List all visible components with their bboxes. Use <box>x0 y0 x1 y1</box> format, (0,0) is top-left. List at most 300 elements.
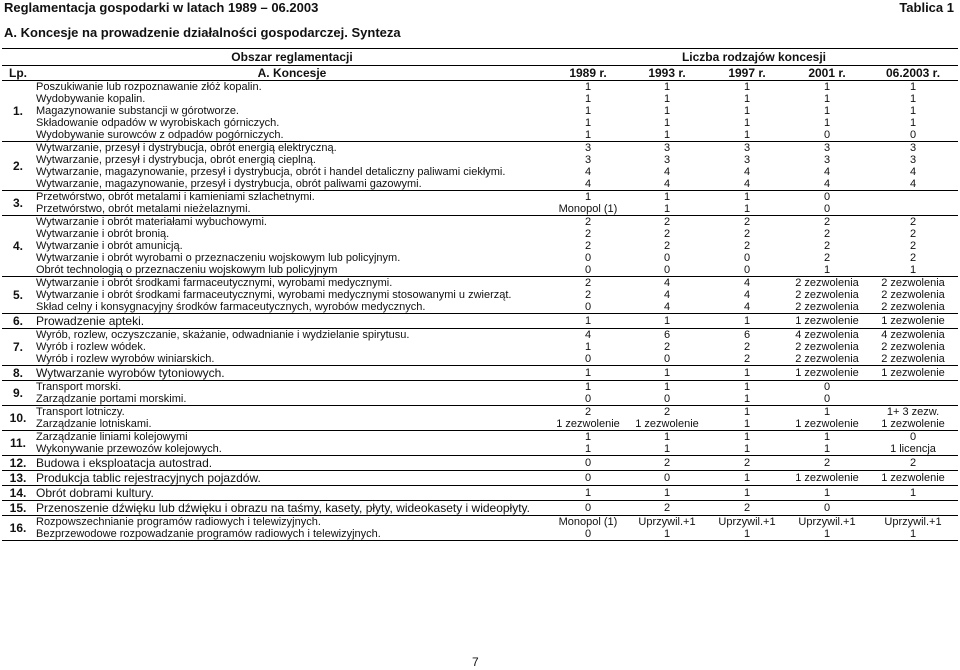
value-cell: 1 zezwolenie <box>556 418 620 430</box>
area-line: Poszukiwanie lub rozpoznawanie złóż kopalin. <box>36 81 262 93</box>
row-values-col-2 <box>626 406 708 431</box>
value-cell: Monopol (1) <box>558 516 618 528</box>
value-cell: 2 <box>743 353 751 365</box>
value-cell: 2 <box>823 457 831 469</box>
value-cell: 1 <box>663 93 671 105</box>
row-values-col-3 <box>708 142 786 191</box>
row-lp: 7. <box>2 329 34 366</box>
value-cell: 2 <box>743 216 751 228</box>
value-cell: 1 <box>743 203 751 215</box>
table-row <box>2 81 958 142</box>
value-cell: 1 <box>823 81 831 93</box>
value-cell: 2 <box>584 289 592 301</box>
area-line: Skład celny i konsygnacyjny środków farmaceutycznych, wyrobów medycznych. <box>36 301 426 313</box>
value-cell: 1 <box>909 487 917 499</box>
value-cell: 2 <box>584 240 592 252</box>
table-row <box>2 329 958 366</box>
table-row <box>2 501 958 516</box>
row-area <box>34 501 550 516</box>
area-line: Wydobywanie surowców z odpadów pogórniczych. <box>36 129 284 141</box>
concessions-table <box>2 48 958 541</box>
value-cell: 1 <box>743 443 751 455</box>
row-values-col-3 <box>708 501 786 516</box>
value-cell: 2 zezwolenia <box>795 301 859 313</box>
value-cell: 1 <box>663 203 671 215</box>
row-values-col-3 <box>708 366 786 381</box>
value-cell <box>870 191 956 203</box>
value-cell: 2 <box>909 457 917 469</box>
value-cell: 1 <box>584 381 592 393</box>
value-cell: 2 <box>663 502 671 514</box>
row-values-col-4 <box>786 81 868 142</box>
area-line: Wyrób, rozlew, oczyszczanie, skażanie, odwadnianie i wydzielanie spirytusu. <box>36 329 410 341</box>
value-cell: 0 <box>663 472 671 484</box>
document-header <box>4 0 954 16</box>
lp-header: Lp. <box>2 66 34 81</box>
table-row <box>2 471 958 486</box>
value-cell: 1 <box>823 93 831 105</box>
row-values-col-3 <box>708 471 786 486</box>
value-cell: 1 <box>743 93 751 105</box>
area-line: Obrót technologią o przeznaczeniu wojskowym lub policyjnym <box>36 264 338 276</box>
row-values-col-4 <box>786 314 868 329</box>
row-values-col-5 <box>868 216 958 277</box>
year-1989-header: 1989 r. <box>550 66 626 81</box>
table-label: Tablica 1 <box>899 0 954 15</box>
value-cell: 1 <box>584 443 592 455</box>
area-line: Magazynowanie substancji w górotworze. <box>36 105 239 117</box>
document-title: Reglamentacja gospodarki w latach 1989 – 06.2003 <box>4 0 319 15</box>
row-values-col-1 <box>550 216 626 277</box>
value-cell: 1 <box>823 117 831 129</box>
value-cell: 0 <box>584 502 592 514</box>
value-cell: 1 <box>743 105 751 117</box>
row-lp: 2. <box>2 142 34 191</box>
row-values-col-1 <box>550 81 626 142</box>
value-cell: 4 <box>823 178 831 190</box>
area-line: Wytwarzanie i obrót środkami farmaceutycznymi, wyrobami medycznymi. <box>36 277 393 289</box>
row-lp: 4. <box>2 216 34 277</box>
value-cell <box>870 381 956 393</box>
value-cell: 1 zezwolenie <box>881 315 945 327</box>
area-line: Budowa i eksploatacja autostrad. <box>36 456 213 470</box>
value-cell: 1 <box>743 129 751 141</box>
value-cell: 1 <box>663 443 671 455</box>
row-values-col-4 <box>786 516 868 541</box>
row-values-col-2 <box>626 366 708 381</box>
row-values-col-3 <box>708 329 786 366</box>
value-cell: Uprzywil.+1 <box>638 516 696 528</box>
value-cell: 3 <box>663 154 671 166</box>
value-cell: 2 <box>823 216 831 228</box>
area-line: Wytwarzanie i obrót amunicją. <box>36 240 183 252</box>
value-cell: 1 <box>743 381 751 393</box>
row-values-col-4 <box>786 381 868 406</box>
row-area <box>34 191 550 216</box>
value-cell: 4 <box>823 166 831 178</box>
value-cell: 4 <box>909 166 917 178</box>
table-row <box>2 191 958 216</box>
value-cell: 0 <box>823 502 831 514</box>
row-area <box>34 216 550 277</box>
row-values-col-5 <box>868 431 958 456</box>
value-cell: 2 zezwolenia <box>795 289 859 301</box>
value-cell: 1 <box>663 117 671 129</box>
value-cell: 2 zezwolenia <box>881 341 945 353</box>
value-cell: 0 <box>663 264 671 276</box>
value-cell: 0 <box>584 301 592 313</box>
page-number: 7 <box>472 655 479 669</box>
value-cell: 1 <box>584 315 592 327</box>
value-cell: 1 <box>663 81 671 93</box>
value-cell: 2 <box>743 228 751 240</box>
value-cell: 1 <box>584 105 592 117</box>
value-cell: 2 <box>823 240 831 252</box>
value-cell: 1 <box>909 81 917 93</box>
row-values-col-1 <box>550 277 626 314</box>
value-cell: 3 <box>823 142 831 154</box>
row-values-col-5 <box>868 81 958 142</box>
row-lp: 10. <box>2 406 34 431</box>
row-values-col-4 <box>786 191 868 216</box>
row-values-col-2 <box>626 329 708 366</box>
year-1997-header: 1997 r. <box>708 66 786 81</box>
value-cell: 1 <box>909 117 917 129</box>
row-lp: 11. <box>2 431 34 456</box>
area-line: Wytwarzanie, magazynowanie, przesył i dystrybucja, obrót i handel detaliczny paliwami ciekłymi. <box>36 166 506 178</box>
row-values-col-5 <box>868 142 958 191</box>
value-cell: Uprzywil.+1 <box>798 516 856 528</box>
value-cell: 1 <box>663 528 671 540</box>
area-line: Wytwarzanie i obrót wyrobami o przeznaczeniu wojskowym lub policyjnym. <box>36 252 401 264</box>
value-cell: 0 <box>823 129 831 141</box>
value-cell: 6 <box>743 329 751 341</box>
row-values-col-5 <box>868 329 958 366</box>
area-line: Przetwórstwo, obrót metalami i kamieniami szlachetnymi. <box>36 191 315 203</box>
value-cell: 0 <box>823 381 831 393</box>
value-cell: 1 <box>743 406 751 418</box>
value-cell: 1 <box>909 93 917 105</box>
value-cell: 1 <box>743 431 751 443</box>
value-cell: 2 <box>743 502 751 514</box>
value-cell: 3 <box>584 142 592 154</box>
value-cell: 1 <box>743 393 751 405</box>
table-row <box>2 486 958 501</box>
value-cell: 1 <box>743 367 751 379</box>
row-values-col-5 <box>868 406 958 431</box>
value-cell: 1 <box>663 431 671 443</box>
value-cell: 4 zezwolenia <box>881 329 945 341</box>
value-cell: 2 <box>584 216 592 228</box>
value-cell: 1 zezwolenie <box>795 367 859 379</box>
row-values-col-3 <box>708 277 786 314</box>
area-line: Transport morski. <box>36 381 122 393</box>
liczba-header: Liczba rodzajów koncesji <box>550 49 958 66</box>
row-values-col-5 <box>868 191 958 216</box>
value-cell: 2 <box>823 228 831 240</box>
value-cell: 0 <box>663 353 671 365</box>
row-values-col-2 <box>626 501 708 516</box>
value-cell: 1 zezwolenie <box>795 418 859 430</box>
row-area <box>34 277 550 314</box>
value-cell: 1 <box>743 472 751 484</box>
row-values-col-4 <box>786 406 868 431</box>
value-cell: 2 <box>743 341 751 353</box>
value-cell: 2 <box>584 277 592 289</box>
value-cell: 0 <box>584 264 592 276</box>
area-line: Wytwarzanie, przesył i dystrybucja, obrót energią elektryczną. <box>36 142 337 154</box>
table-row <box>2 516 958 541</box>
value-cell: 2 <box>663 240 671 252</box>
value-cell: 1 <box>663 105 671 117</box>
value-cell: 1 <box>584 367 592 379</box>
value-cell: 4 <box>663 301 671 313</box>
header-row-2 <box>2 66 958 81</box>
value-cell: 4 <box>663 277 671 289</box>
area-line: Wykonywanie przewozów kolejowych. <box>36 443 222 455</box>
table-row <box>2 277 958 314</box>
row-lp: 12. <box>2 456 34 471</box>
value-cell: 0 <box>584 457 592 469</box>
value-cell: 4 <box>584 329 592 341</box>
value-cell: 2 zezwolenia <box>795 341 859 353</box>
row-values-col-4 <box>786 456 868 471</box>
value-cell: 4 <box>663 289 671 301</box>
row-lp: 13. <box>2 471 34 486</box>
row-values-col-3 <box>708 516 786 541</box>
section-header: A. Koncesje <box>34 66 550 81</box>
value-cell: 1 <box>743 117 751 129</box>
row-area <box>34 431 550 456</box>
value-cell: Uprzywil.+1 <box>718 516 776 528</box>
value-cell: 2 <box>663 216 671 228</box>
row-values-col-4 <box>786 366 868 381</box>
value-cell: 1 <box>909 528 917 540</box>
row-area <box>34 486 550 501</box>
value-cell: 1 <box>584 81 592 93</box>
value-cell: 4 <box>743 277 751 289</box>
table-row <box>2 142 958 191</box>
year-1993-header: 1993 r. <box>626 66 708 81</box>
value-cell: 1 <box>663 367 671 379</box>
value-cell: 2 zezwolenia <box>881 353 945 365</box>
value-cell: 1 <box>823 105 831 117</box>
row-lp: 8. <box>2 366 34 381</box>
value-cell: 3 <box>663 142 671 154</box>
value-cell: 4 <box>584 178 592 190</box>
value-cell: 4 <box>909 178 917 190</box>
value-cell: 2 <box>909 228 917 240</box>
value-cell: 1 zezwolenie <box>635 418 699 430</box>
value-cell: 1 <box>823 264 831 276</box>
value-cell: 4 <box>743 166 751 178</box>
row-lp: 16. <box>2 516 34 541</box>
value-cell: 2 <box>663 228 671 240</box>
row-lp: 14. <box>2 486 34 501</box>
value-cell: 1 <box>909 105 917 117</box>
row-values-col-2 <box>626 471 708 486</box>
value-cell: 2 <box>823 252 831 264</box>
value-cell: 4 <box>584 166 592 178</box>
value-cell: 6 <box>663 329 671 341</box>
row-values-col-3 <box>708 486 786 501</box>
row-values-col-3 <box>708 191 786 216</box>
value-cell: 1 <box>584 129 592 141</box>
row-lp: 9. <box>2 381 34 406</box>
value-cell: 0 <box>584 528 592 540</box>
area-line: Przetwórstwo, obrót metalami nieżelaznymi. <box>36 203 251 215</box>
year-2003-header: 06.2003 r. <box>868 66 958 81</box>
row-values-col-3 <box>708 81 786 142</box>
area-line: Zarządzanie lotniskami. <box>36 418 152 430</box>
row-values-col-4 <box>786 501 868 516</box>
area-line: Wyrób i rozlew wyrobów winiarskich. <box>36 353 215 365</box>
row-values-col-4 <box>786 431 868 456</box>
value-cell: 4 <box>743 178 751 190</box>
value-cell: 0 <box>909 129 917 141</box>
area-line: Wytwarzanie i obrót środkami farmaceutycznymi, wyrobami medycznymi stosowanymi u zwierząt. <box>36 289 512 301</box>
value-cell: 1 <box>823 431 831 443</box>
value-cell: 1 <box>584 93 592 105</box>
value-cell: 0 <box>909 431 917 443</box>
value-cell: 2 <box>663 341 671 353</box>
row-values-col-5 <box>868 277 958 314</box>
value-cell: 2 <box>663 457 671 469</box>
value-cell: 1 <box>663 191 671 203</box>
area-line: Prowadzenie apteki. <box>36 314 145 328</box>
row-area <box>34 516 550 541</box>
value-cell: 0 <box>823 393 831 405</box>
area-line: Wydobywanie kopalin. <box>36 93 146 105</box>
row-values-col-2 <box>626 431 708 456</box>
row-values-col-1 <box>550 501 626 516</box>
row-lp: 3. <box>2 191 34 216</box>
row-values-col-1 <box>550 456 626 471</box>
value-cell: 0 <box>743 252 751 264</box>
value-cell: 0 <box>584 472 592 484</box>
value-cell: 2 <box>743 240 751 252</box>
area-line: Transport lotniczy. <box>36 406 125 418</box>
row-area <box>34 81 550 142</box>
row-values-col-3 <box>708 381 786 406</box>
value-cell: 1 zezwolenie <box>881 367 945 379</box>
value-cell: 1 <box>584 487 592 499</box>
value-cell: 1 zezwolenie <box>881 418 945 430</box>
row-values-col-1 <box>550 406 626 431</box>
area-line: Produkcja tablic rejestracyjnych pojazdów. <box>36 471 261 485</box>
row-values-col-4 <box>786 329 868 366</box>
value-cell: 2 <box>909 240 917 252</box>
table-row <box>2 366 958 381</box>
value-cell: 1 zezwolenie <box>795 472 859 484</box>
year-2001-header: 2001 r. <box>786 66 868 81</box>
area-line: Składowanie odpadów w wyrobiskach górniczych. <box>36 117 280 129</box>
row-area <box>34 142 550 191</box>
row-values-col-5 <box>868 456 958 471</box>
table-row <box>2 381 958 406</box>
row-values-col-2 <box>626 456 708 471</box>
table-row <box>2 456 958 471</box>
row-values-col-4 <box>786 277 868 314</box>
value-cell: 0 <box>823 203 831 215</box>
row-values-col-1 <box>550 329 626 366</box>
row-values-col-1 <box>550 366 626 381</box>
value-cell: 0 <box>663 393 671 405</box>
row-lp: 6. <box>2 314 34 329</box>
row-lp: 15. <box>2 501 34 516</box>
row-values-col-4 <box>786 471 868 486</box>
row-values-col-3 <box>708 431 786 456</box>
row-area <box>34 406 550 431</box>
row-values-col-2 <box>626 142 708 191</box>
obszar-header: Obszar reglamentacji <box>34 49 550 66</box>
document-subtitle: A. Koncesje na prowadzenie działalności gospodarczej. Synteza <box>4 25 401 40</box>
value-cell: 1 <box>823 406 831 418</box>
row-values-col-5 <box>868 486 958 501</box>
value-cell <box>870 502 956 514</box>
area-line: Wytwarzanie i obrót materiałami wybuchowymi. <box>36 216 267 228</box>
value-cell: 1 <box>823 443 831 455</box>
row-values-col-3 <box>708 456 786 471</box>
row-values-col-5 <box>868 501 958 516</box>
row-values-col-2 <box>626 191 708 216</box>
row-area <box>34 471 550 486</box>
value-cell: 1 <box>584 191 592 203</box>
value-cell: 4 <box>743 301 751 313</box>
row-values-col-2 <box>626 81 708 142</box>
table-row <box>2 406 958 431</box>
value-cell: 2 <box>909 216 917 228</box>
value-cell: 1 licencja <box>890 443 936 455</box>
value-cell: 3 <box>823 154 831 166</box>
row-values-col-1 <box>550 431 626 456</box>
table-row <box>2 216 958 277</box>
table-row <box>2 314 958 329</box>
table-row <box>2 431 958 456</box>
row-values-col-1 <box>550 191 626 216</box>
value-cell: 1 <box>909 264 917 276</box>
value-cell: 1 <box>663 487 671 499</box>
value-cell: 4 <box>663 178 671 190</box>
row-values-col-5 <box>868 471 958 486</box>
value-cell: 3 <box>584 154 592 166</box>
row-values-col-1 <box>550 142 626 191</box>
area-line: Zarządzanie portami morskimi. <box>36 393 187 405</box>
value-cell: 1 <box>743 191 751 203</box>
row-area <box>34 329 550 366</box>
value-cell: 0 <box>743 264 751 276</box>
value-cell: 3 <box>743 142 751 154</box>
value-cell: 1 <box>743 528 751 540</box>
value-cell: 2 <box>663 406 671 418</box>
value-cell: 1 <box>584 431 592 443</box>
row-values-col-3 <box>708 314 786 329</box>
row-values-col-5 <box>868 516 958 541</box>
row-values-col-1 <box>550 516 626 541</box>
row-values-col-1 <box>550 314 626 329</box>
value-cell: 2 <box>584 406 592 418</box>
value-cell: 2 zezwolenia <box>881 289 945 301</box>
row-values-col-2 <box>626 381 708 406</box>
row-values-col-2 <box>626 314 708 329</box>
value-cell: 4 <box>663 166 671 178</box>
value-cell: 2 zezwolenia <box>881 277 945 289</box>
value-cell: 2 zezwolenia <box>881 301 945 313</box>
value-cell: Uprzywil.+1 <box>884 516 942 528</box>
area-line: Wytwarzanie i obrót bronią. <box>36 228 170 240</box>
value-cell <box>870 393 956 405</box>
value-cell: 0 <box>823 191 831 203</box>
